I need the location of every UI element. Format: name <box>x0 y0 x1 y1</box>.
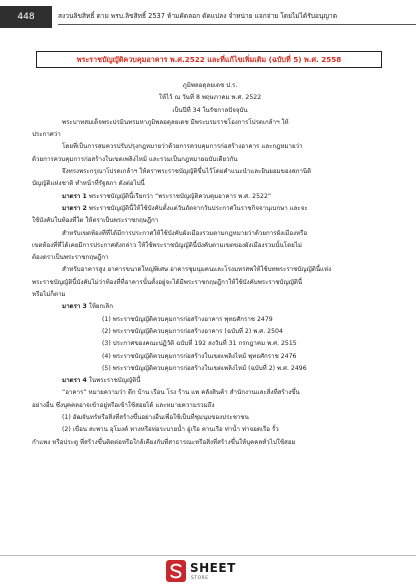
logo-subtext: STORE <box>191 576 209 581</box>
paragraph-line: สำหรับอาคารสูง อาคารขนาดใหญ่พิเศษ อาคารชุมนุมคนและโรงมหรสพให้ใช้บทพระราชบัญญัตินี้แห่ง <box>62 266 332 274</box>
section-4 <box>32 375 388 387</box>
section-1 <box>32 191 388 203</box>
given-date: ให้ไว้ ณ วันที่ 8 พฤษภาคม พ.ศ. 2522 <box>158 94 262 102</box>
paragraph-line: สำหรับเขตท้องที่ที่ได้มีการประกาศให้ใช้บังคับผังเมืองรวมตามกฎหมายว่าด้วยการผังเมืองหรือ <box>62 229 308 237</box>
section-label: มาตรา 3 <box>62 303 87 311</box>
paragraph-line: อย่างอื่น ซึ่งบุคคลอาจเข้าอยู่หรือเข้าใช้สอยได้ และหมายความรวมถึง <box>32 401 215 409</box>
title-box <box>36 51 382 68</box>
section-text: พระราชบัญญัตินี้ให้ใช้บังคับตั้งแต่วันถัดจากวันประกาศในราชกิจจานุเบกษา และจะ <box>88 204 308 212</box>
sheet-store-logo <box>166 558 266 584</box>
logo-wordmark: SHEET <box>190 561 236 575</box>
footer-divider <box>0 555 416 556</box>
list-item: (5) พระราชบัญญัติควบคุมการก่อสร้างในเขตเพลิงไหม้ (ฉบับที่ 2) พ.ศ. 2496 <box>102 364 307 372</box>
header-divider <box>58 24 416 25</box>
section-label: มาตรา 1 <box>62 192 87 200</box>
paragraph-line: จึงทรงพระกรุณาโปรดเกล้าฯ ให้ตราพระราชบัญญัติขึ้นไว้โดยคำแนะนำและยินยอมของสภานิติ <box>62 168 312 176</box>
paragraph-line: เขตท้องที่ที่ได้เคยมีการประกาศดังกล่าว ให้ใช้พระราชบัญญัตินี้บังคับตามเขตของผังเมืองรวมนั้นโดยไม่ <box>32 241 302 249</box>
sheet-logo-icon <box>166 560 186 582</box>
paragraph-line: ประกาศว่า <box>32 131 61 139</box>
list-item: (2) พระราชบัญญัติควบคุมการก่อสร้างอาคาร (ฉบับที่ 2) พ.ศ. 2504 <box>102 327 283 335</box>
section-text: พระราชบัญญัตินี้เรียกว่า “พระราชบัญญัติควบคุมอาคาร พ.ศ. 2522” <box>88 192 272 200</box>
section-3 <box>32 301 388 313</box>
list-item: (1) พระราชบัญญัติควบคุมการก่อสร้างอาคาร พุทธศักราช 2479 <box>102 315 273 323</box>
paragraph-line: ต้องตราเป็นพระราชกฤษฎีกา <box>32 254 109 262</box>
section-text: ในพระราชบัญญัตินี้ <box>88 377 141 385</box>
paragraph-line: พระราชบัญญัตินี้บังคับไม่ว่าท้องที่ที่อาคารนั้นตั้งอยู่จะได้มีพระราชกฤษฎีกาให้ใช้บังคับพระราชบัญญัตินี้ <box>32 278 303 286</box>
paragraph-line: บัญญัติแห่งชาติ ทำหน้าที่รัฐสภา ดังต่อไปนี้ <box>32 180 145 188</box>
page-number: 448 <box>0 6 52 28</box>
paragraph-line: พระบาทสมเด็จพระปรมินทรมหาภูมิพลอดุลยเดช มีพระบรมราชโองการโปรดเกล้าฯ ให้ <box>62 118 289 126</box>
document-body <box>32 80 388 449</box>
section-text: ให้ยกเลิก <box>88 303 113 311</box>
paragraph-line: กำแพง หรือประตู ที่สร้างขึ้นติดต่อหรือใกล้เคียงกับที่สาธารณะหรือสิ่งที่สร้างขึ้นให้บุคคลทั่วไปใช้สอย <box>32 438 296 446</box>
paragraph-line: โดยที่เป็นการสมควรปรับปรุงกฎหมายว่าด้วยการควบคุมการก่อสร้างอาคาร และกฎหมายว่า <box>62 143 303 151</box>
list-item: (3) ประกาศของคณะปฏิวัติ ฉบับที่ 192 ลงวันที่ 31 กรกฎาคม พ.ศ. 2515 <box>102 340 297 348</box>
king-signature: ภูมิพลอดุลยเดช ป.ร. <box>182 82 238 89</box>
paragraph-line: ใช้บังคับในท้องที่ใด ให้ตราเป็นพระราชกฤษฎีกา <box>32 217 159 225</box>
document-title: พระราชบัญญัติควบคุมอาคาร พ.ศ.2522 และที่แก้ไขเพิ่มเติม (ฉบับที่ 5) พ.ศ. 2558 <box>76 55 342 64</box>
section-label: มาตรา 4 <box>62 377 87 385</box>
section-label: มาตรา 2 <box>62 204 87 212</box>
copyright-notice: สงวนลิขสิทธิ์ ตาม พรบ.ลิขสิทธิ์ 2537 ห้ามคัดลอก ดัดแปลง จำหน่าย แจกจ่าย โดยไม่ได้รับอนุญาต <box>58 12 337 20</box>
paragraph-line: (2) เขื่อน สะพาน อุโมงค์ ทางหรือท่อระบายน้ำ อู่เรือ คานเรือ ท่าน้ำ ท่าจอดเรือ รั้ว <box>62 426 279 434</box>
paragraph-line: “อาคาร” หมายความว่า ตึก บ้าน เรือน โรง ร้าน แพ คลังสินค้า สำนักงานและสิ่งที่สร้างขึ้น <box>62 389 300 397</box>
paragraph-line: (1) อัฒจันทร์หรือสิ่งที่สร้างขึ้นอย่างอื่นเพื่อใช้เป็นที่ชุมนุมของประชาชน <box>62 414 249 422</box>
reign-year: เป็นปีที่ 34 ในรัชกาลปัจจุบัน <box>172 106 248 114</box>
section-2 <box>32 203 388 215</box>
list-item: (4) พระราชบัญญัติควบคุมการก่อสร้างในเขตเพลิงไหม้ พุทธศักราช 2476 <box>102 352 297 360</box>
paragraph-line: หรือไม่ก็ตาม <box>32 291 66 299</box>
paragraph-line: ด้วยการควบคุมการก่อสร้างในเขตเพลิงไหม้ และรวมเป็นกฎหมายฉบับเดียวกัน <box>32 155 238 163</box>
